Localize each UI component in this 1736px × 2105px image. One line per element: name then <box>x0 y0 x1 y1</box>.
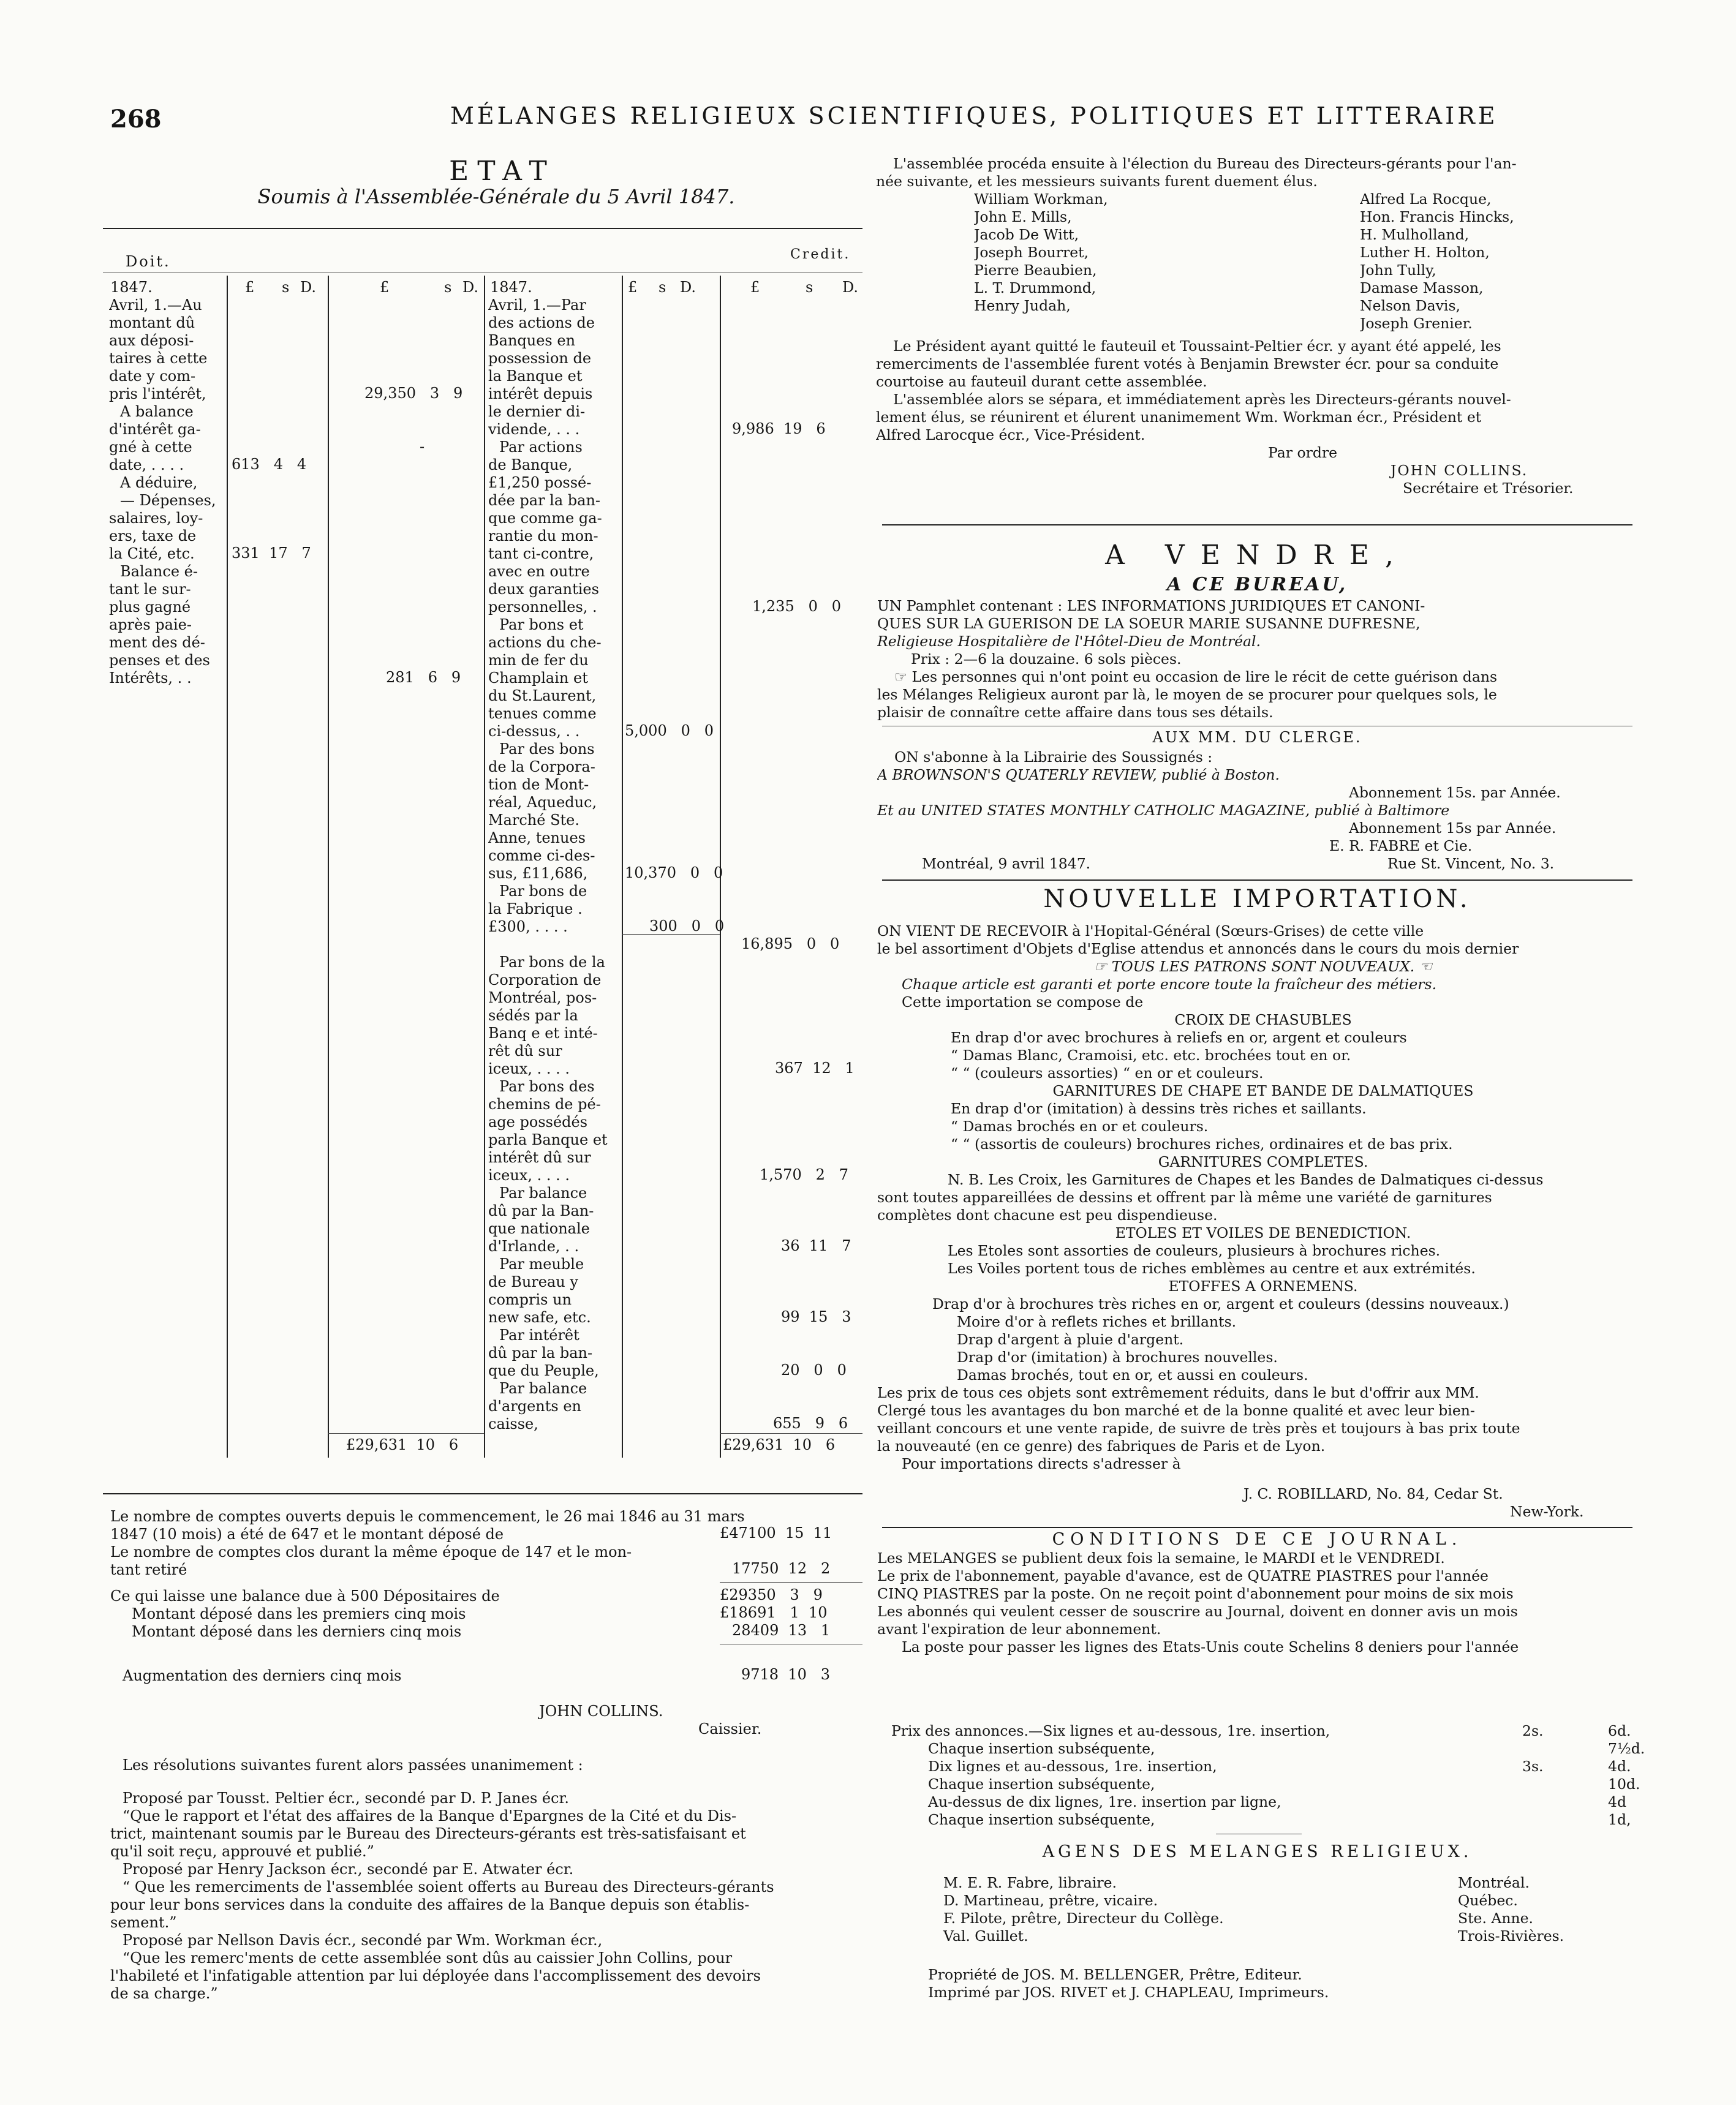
clerge-line: Abonnement 15s. par Année. <box>1349 784 1561 801</box>
accounts-line-6: Montant déposé dans les premiers cinq mois <box>132 1605 466 1622</box>
director-name: John Tully, <box>1360 262 1436 279</box>
importation-line: “ Damas brochés en or et couleurs. <box>951 1118 1209 1135</box>
clerge-line: ON s'abonne à la Librairie des Soussignés : <box>894 748 1213 766</box>
etat-title: ETAT <box>449 156 556 187</box>
accounts-line-7: Montant déposé dans les derniers cinq mois <box>132 1623 462 1640</box>
par-ordre: Par ordre <box>1268 444 1338 461</box>
credit-line: Par actions <box>499 439 583 456</box>
section-rule-1 <box>882 524 1632 525</box>
annonce-pence: 4d <box>1608 1793 1626 1810</box>
clerge-text <box>877 748 1649 837</box>
doit-amount-3: 613 4 4 <box>232 456 307 473</box>
credit-amount-7: 367 12 1 <box>775 1060 855 1077</box>
annonce-desc: Au-dessus de dix lignes, 1re. insertion par ligne, <box>928 1793 1281 1810</box>
doit-line: A balance <box>120 403 194 420</box>
importation-address: J. C. ROBILLARD, No. 84, Cedar St. <box>1244 1485 1503 1502</box>
credit-amount-11: 20 0 0 <box>781 1361 847 1379</box>
doit-line: montant dû <box>109 314 195 331</box>
resolution-line: Proposé par Nellson Davis écr., secondé par Wm. Workman écr., <box>123 1932 603 1949</box>
credit-line: £1,250 possé- <box>488 474 592 491</box>
vendre-line: Prix : 2—6 la douzaine. 6 sols pièces. <box>911 650 1182 668</box>
clerge-date: Montréal, 9 avril 1847. <box>922 855 1091 872</box>
agent-row <box>943 1874 1648 1892</box>
clerge-line: Et au UNITED STATES MONTHLY CATHOLIC MAGAZINE, publié à Baltimore <box>877 802 1450 819</box>
doit-line: A déduire, <box>120 474 198 491</box>
credit-line: intérêt depuis <box>488 385 593 402</box>
credit-line: sédés par la <box>488 1007 578 1024</box>
doit-amount-2: - <box>420 438 425 455</box>
importation-line: Les Etoles sont assorties de couleurs, plusieurs à brochures riches. <box>948 1242 1441 1259</box>
clerge-firm: E. R. FABRE et Cie. <box>1329 837 1473 854</box>
annonce-shillings: 3s. <box>1522 1758 1544 1775</box>
accounts-line-5: Ce qui laisse une balance due à 500 Dépositaires de <box>110 1587 500 1605</box>
accounts-amount-4: £18691 1 10 <box>720 1604 828 1621</box>
conditions-line: La poste pour passer les lignes des Etats-Unis coute Schelins 8 deniers pour l'année <box>902 1638 1519 1655</box>
director-name: Joseph Bourret, <box>974 244 1089 261</box>
importation-line: ON VIENT DE RECEVOIR à l'Hopital-Général (Sœurs-Grises) de cette ville <box>877 922 1424 940</box>
doit-line: ers, taxe de <box>109 527 197 544</box>
importation-line: En drap d'or avec brochures à reliefs en or, argent et couleurs <box>951 1029 1407 1046</box>
credit-amount-3: 5,000 0 0 <box>625 722 714 739</box>
clerge-line: A BROWNSON'S QUATERLY REVIEW, publié à Boston. <box>877 766 1280 783</box>
importation-line: Pour importations directs s'adresser à <box>902 1455 1181 1472</box>
annonce-desc: Prix des annonces.—Six lignes et au-dessous, 1re. insertion, <box>891 1722 1330 1739</box>
accounts-line-3: Le nombre de comptes clos durant la même époque de 147 et le mon- <box>110 1543 632 1561</box>
clerge-address: Rue St. Vincent, No. 3. <box>1387 855 1555 872</box>
credit-amount-5: 300 0 0 <box>649 917 725 935</box>
credit-amount-9: 36 11 7 <box>781 1237 851 1254</box>
importation-line: Cette importation se compose de <box>902 993 1144 1011</box>
credit-line: Champlain et <box>488 669 588 687</box>
credit-line: rêt dû sur <box>488 1042 562 1060</box>
importation-line: “ “ (couleurs assorties) “ en or et couleurs. <box>951 1064 1264 1082</box>
credit-h-d: D. <box>680 279 696 296</box>
credit-line: £300, . . . . <box>488 918 568 935</box>
doit-label: Doit. <box>126 253 171 270</box>
credit-line: Par bons des <box>499 1078 595 1095</box>
credit-h-s2: s <box>806 279 813 296</box>
doit-year: 1847. <box>110 279 153 296</box>
credit-line: dû par la ban- <box>488 1344 593 1361</box>
election-intro-line: née suivante, et les messieurs suivants furent duement élus. <box>876 173 1318 190</box>
credit-h-pound2: £ <box>750 279 760 296</box>
credit-line <box>488 936 620 954</box>
credit-line: Montréal, pos- <box>488 989 597 1006</box>
conditions-line: Les abonnés qui veulent cesser de souscrire au Journal, doivent en donner avis un mois <box>877 1603 1518 1620</box>
doit-total-rule <box>328 1433 484 1434</box>
doit-line: aux déposi- <box>109 332 194 349</box>
importation-line: Les Voiles portent tous de riches emblèmes au centre et aux extrémités. <box>948 1260 1476 1277</box>
resolution-line: pour leur bons services dans la conduite des affaires de la Banque depuis son établis- <box>110 1896 750 1913</box>
clerge-line: Abonnement 15s par Année. <box>1349 819 1557 837</box>
importation-line: N. B. Les Croix, les Garnitures de Chapes et les Bandes de Dalmatiques ci-dessus <box>948 1171 1544 1188</box>
credit-line: min de fer du <box>488 652 589 669</box>
annonce-row <box>891 1811 1639 1829</box>
accounts-line-1: Le nombre de comptes ouverts depuis le commencement, le 26 mai 1846 au 31 mars <box>110 1508 745 1525</box>
credit-line: d'Irlande, . . <box>488 1238 579 1255</box>
director-name: John E. Mills, <box>974 208 1072 225</box>
credit-line: que comme ga- <box>488 510 602 527</box>
credit-line: Marché Ste. <box>488 811 580 829</box>
doit-line: tant le sur- <box>109 581 191 598</box>
credit-amount-2: 1,235 0 0 <box>752 598 842 615</box>
credit-line: iceux, . . . . <box>488 1060 570 1077</box>
credit-line: dû par la Ban- <box>488 1202 594 1219</box>
resolution-line: “ Que les remerciments de l'assemblée soient offerts au Bureau des Directeurs-gérants <box>123 1878 774 1896</box>
credit-line: vidende, . . . <box>488 421 580 438</box>
credit-line: Par meuble <box>499 1256 584 1273</box>
doit-line: date y com- <box>109 367 196 385</box>
annonce-row <box>891 1722 1639 1740</box>
agent-city: Ste. Anne. <box>1458 1910 1534 1927</box>
importation-line: Damas brochés, tout en or, et aussi en couleurs. <box>957 1366 1308 1384</box>
annonce-row <box>891 1758 1639 1776</box>
election-after-line: L'assemblée alors se sépara, et immédiatement après les Directeurs-gérants nouvel- <box>893 391 1511 408</box>
doit-line: après paie- <box>109 616 192 633</box>
accounts-amount-2: 17750 12 2 <box>732 1560 831 1577</box>
credit-description <box>488 296 620 1433</box>
vendre-text <box>877 597 1649 721</box>
director-name: Jacob De Witt, <box>974 226 1079 243</box>
doit-description <box>109 296 225 687</box>
credit-line: Avril, 1.—Par <box>488 296 586 314</box>
importation-city: New-York. <box>1510 1503 1584 1520</box>
page-number: 268 <box>110 105 162 134</box>
vendre-subtitle: A CE BUREAU, <box>1166 574 1348 595</box>
accounts-line-2: 1847 (10 mois) a été de 647 et le montant déposé de <box>110 1526 504 1543</box>
importation-line: “ “ (assortis de couleurs) brochures riches, ordinaires et de bas prix. <box>951 1135 1453 1153</box>
agent-name: M. E. R. Fabre, libraire. <box>943 1874 1117 1891</box>
agent-city: Trois-Rivières. <box>1458 1927 1564 1945</box>
credit-label: Credit. <box>790 247 851 262</box>
credit-line: compris un <box>488 1291 572 1308</box>
credit-line: comme ci-des- <box>488 847 595 864</box>
director-name: H. Mulholland, <box>1360 226 1470 243</box>
importation-line: sont toutes appareillées de dessins et offrent par là même une variété de garnitures <box>877 1189 1492 1206</box>
accounts-amount-6: 9718 10 3 <box>741 1666 831 1683</box>
credit-line: tion de Mont- <box>488 776 589 793</box>
election-after-line: Le Président ayant quitté le fauteuil et Toussaint-Peltier écr. y ayant été appelé, les <box>893 337 1501 355</box>
credit-line: d'argents en <box>488 1398 582 1415</box>
agens-table <box>943 1874 1648 1945</box>
annonce-row <box>891 1793 1639 1811</box>
annonce-row <box>891 1740 1645 1758</box>
vendre-line: Religieuse Hospitalière de l'Hôtel-Dieu de Montréal. <box>877 633 1261 650</box>
vendre-line: ☞ Les personnes qui n'ont point eu occasion de lire le récit de cette guérison dans <box>894 668 1498 685</box>
director-name: Joseph Grenier. <box>1360 315 1473 332</box>
importation-line: En drap d'or (imitation) à dessins très riches et saillants. <box>951 1100 1367 1117</box>
resolutions-text <box>110 1790 864 2003</box>
credit-amount-4: 10,370 0 0 <box>625 864 723 881</box>
credit-amount-6: 16,895 0 0 <box>741 935 840 952</box>
resolution-line: qu'il soit reçu, approuvé et publié.” <box>110 1843 374 1860</box>
etat-subtitle: Soumis à l'Assemblée-Générale du 5 Avril 1847. <box>257 185 735 208</box>
running-title: MÉLANGES RELIGIEUX SCIENTIFIQUES, POLITIQUES ET LITTERAIRE <box>450 102 1498 129</box>
director-name: William Workman, <box>974 190 1108 208</box>
agent-row <box>943 1892 1648 1910</box>
section-rule-4 <box>882 1527 1632 1528</box>
doit-h-d2: D. <box>462 279 479 296</box>
doit-amount-4: 331 17 7 <box>232 544 311 562</box>
importation-line: GARNITURES COMPLETES. <box>1158 1153 1368 1170</box>
agent-name: D. Martineau, prêtre, vicaire. <box>943 1892 1158 1909</box>
vendre-line: UN Pamphlet contenant : LES INFORMATIONS JURIDIQUES ET CANONI- <box>877 597 1425 614</box>
importation-line: Drap d'or (imitation) à brochures nouvelles. <box>957 1349 1278 1366</box>
credit-line: de la Corpora- <box>488 758 595 775</box>
resolution-line: “Que le rapport et l'état des affaires de la Banque d'Epargnes de la Cité et du Dis- <box>123 1807 737 1824</box>
doit-h-s2: s <box>444 279 452 296</box>
credit-line: de Banque, <box>488 456 573 473</box>
importation-title: NOUVELLE IMPORTATION. <box>1043 885 1471 913</box>
accounts-amount-1: £47100 15 11 <box>720 1524 832 1542</box>
doit-line: d'intérêt ga- <box>109 421 201 438</box>
annonce-desc: Dix lignes et au-dessous, 1re. insertion, <box>928 1758 1217 1775</box>
credit-line: Par des bons <box>499 740 595 758</box>
importation-line: la nouveauté (en ce genre) des fabriques de Paris et de Lyon. <box>877 1437 1326 1455</box>
conditions-title: CONDITIONS DE CE JOURNAL. <box>1052 1530 1463 1549</box>
doit-line: — Dépenses, <box>120 492 216 509</box>
doit-line: la Cité, etc. <box>109 545 195 562</box>
doit-h-pound2: £ <box>380 279 390 296</box>
doit-line: gné à cette <box>109 439 192 456</box>
director-name: Hon. Francis Hincks, <box>1360 208 1514 225</box>
doit-h-d: D. <box>300 279 317 296</box>
importation-line: le bel assortiment d'Objets d'Eglise attendus et annoncés dans le cours du mois dernier <box>877 940 1519 957</box>
annonce-pence: 7½d. <box>1608 1740 1645 1757</box>
resolution-line: trict, maintenant soumis par le Bureau des Directeurs-gérants est très-satisfaisant et <box>110 1825 746 1842</box>
vendre-line: plaisir de connaître cette affaire dans tous ses détails. <box>877 704 1274 721</box>
accounts-amount-5: 28409 13 1 <box>732 1622 831 1639</box>
election-after-line: remerciments de l'assemblée furent votés à Benjamin Brewster écr. pour sa conduite <box>876 355 1499 372</box>
importation-line: ☞ TOUS LES PATRONS SONT NOUVEAUX. ☜ <box>1094 958 1432 975</box>
credit-total-rule <box>720 1433 862 1434</box>
importation-line: complètes dont chacune est peu dispendieuse. <box>877 1207 1218 1224</box>
resolution-line: sement.” <box>110 1914 177 1931</box>
doit-h-pound: £ <box>245 279 255 296</box>
conditions-line: Le prix de l'abonnement, payable d'avance, est de QUATRE PIASTRES pour l'année <box>877 1567 1489 1584</box>
conditions-line: CINQ PIASTRES par la poste. On ne reçoit point d'abonnement pour moins de six mois <box>877 1585 1514 1602</box>
director-name: Alfred La Rocque, <box>1360 190 1492 208</box>
credit-line: iceux, . . . . <box>488 1167 570 1184</box>
doit-line: ment des dé- <box>109 634 205 651</box>
credit-h-d2: D. <box>842 279 859 296</box>
credit-line: la Banque et <box>488 367 583 385</box>
credit-line: tant ci-contre, <box>488 545 594 562</box>
annonce-pence: 4d. <box>1608 1758 1631 1775</box>
doit-line: Intérêts, . . <box>109 669 192 687</box>
doit-line: salaires, loy- <box>109 510 203 527</box>
annonce-desc: Chaque insertion subséquente, <box>928 1776 1155 1793</box>
conditions-text <box>877 1550 1649 1656</box>
importation-line: Chaque article est garanti et porte encore toute la fraîcheur des métiers. <box>902 976 1437 993</box>
table-top-rule <box>103 228 862 229</box>
doit-line: taires à cette <box>109 350 208 367</box>
credit-line: Par balance <box>499 1380 587 1397</box>
accounts-line-8: Augmentation des derniers cinq mois <box>123 1667 402 1684</box>
vendre-title: A VENDRE, <box>1105 540 1410 571</box>
credit-divider <box>622 276 623 1458</box>
election-after-line: Alfred Larocque écr., Vice-Président. <box>876 426 1145 443</box>
center-divider <box>484 276 485 1458</box>
doit-divider <box>227 276 228 1458</box>
importation-line: Drap d'or à brochures très riches en or, argent et couleurs (dessins nouveaux.) <box>932 1295 1509 1312</box>
resolution-line: Proposé par Henry Jackson écr., secondé par E. Atwater écr. <box>123 1861 574 1878</box>
credit-line: Anne, tenues <box>488 829 586 846</box>
credit-line: rantie du mon- <box>488 527 598 544</box>
director-name: Pierre Beaubien, <box>974 262 1097 279</box>
importation-line: veillant concours et une vente rapide, de suivre de très près et toujours à bas prix toute <box>877 1420 1520 1437</box>
credit-line: caisse, <box>488 1415 538 1433</box>
accounts-signature-role: Caissier. <box>698 1720 762 1738</box>
credit-line: Par bons et <box>499 616 584 633</box>
credit-line: age possédés <box>488 1113 588 1131</box>
resolutions-intro: Les résolutions suivantes furent alors passées unanimement : <box>123 1757 583 1774</box>
accounts-line-4: tant retiré <box>110 1561 187 1578</box>
agent-city: Montréal. <box>1458 1874 1530 1891</box>
imprint-line-1: Propriété de JOS. M. BELLENGER, Prêtre, Editeur. <box>928 1966 1302 1983</box>
doit-line: penses et des <box>109 652 210 669</box>
doit-line: Balance é- <box>120 563 198 580</box>
importation-line: Les prix de tous ces objets sont extrêmement réduits, dans le but d'offrir aux MM. <box>877 1384 1479 1401</box>
credit-line: Par bons de <box>499 883 587 900</box>
vendre-line: QUES SUR LA GUERISON DE LA SOEUR MARIE SUSANNE DUFRESNE, <box>877 615 1421 632</box>
election-signature: JOHN COLLINS. <box>1391 462 1528 479</box>
credit-line: le dernier di- <box>488 403 586 420</box>
doit-h-s: s <box>282 279 290 296</box>
accounts-amount-3: £29350 3 9 <box>720 1586 823 1603</box>
doit-line: plus gagné <box>109 598 191 616</box>
annonce-row <box>891 1776 1639 1793</box>
credit-line: actions du che- <box>488 634 602 651</box>
annonce-desc: Chaque insertion subséquente, <box>928 1740 1155 1757</box>
credit-line: personnelles, . <box>488 598 597 616</box>
agent-name: Val. Guillet. <box>943 1927 1028 1945</box>
director-name: Henry Judah, <box>974 297 1071 314</box>
importation-line: Clergé tous les avantages du bon marché et de la bonne qualité et avec leur bien- <box>877 1402 1475 1419</box>
credit-year: 1847. <box>490 279 532 296</box>
agens-title: AGENS DES MELANGES RELIGIEUX. <box>1042 1842 1473 1861</box>
annonce-pence: 1d, <box>1608 1811 1631 1828</box>
annonce-pence: 10d. <box>1608 1776 1640 1793</box>
credit-line: parla Banque et <box>488 1131 608 1148</box>
annonce-desc: Chaque insertion subséquente, <box>928 1811 1155 1828</box>
credit-h-s: s <box>659 279 666 296</box>
credit-line: sus, £11,686, <box>488 865 588 882</box>
director-name: Luther H. Holton, <box>1360 244 1490 261</box>
importation-line: GARNITURES DE CHAPE ET BANDE DE DALMATIQUES <box>1052 1082 1474 1099</box>
credit-line: du St.Laurent, <box>488 687 597 704</box>
accounts-rule-1 <box>720 1582 862 1583</box>
conditions-line: avant l'expiration de leur abonnement. <box>877 1621 1161 1638</box>
credit-line: des actions de <box>488 314 595 331</box>
annonce-shillings: 2s. <box>1522 1722 1544 1739</box>
credit-line: que nationale <box>488 1220 590 1237</box>
agent-city: Québec. <box>1458 1892 1518 1909</box>
agent-name: F. Pilote, prêtre, Directeur du Collège. <box>943 1910 1224 1927</box>
credit-subtotal-rule <box>622 934 720 935</box>
credit-line: Par intérêt <box>499 1327 579 1344</box>
clerge-title: AUX MM. DU CLERGE. <box>1152 729 1362 746</box>
importation-line: CROIX DE CHASUBLES <box>1174 1011 1352 1028</box>
credit-line: Banques en <box>488 332 576 349</box>
importation-line: Drap d'argent à pluie d'argent. <box>957 1331 1184 1348</box>
credit-line: Par bons de la <box>499 954 605 971</box>
credit-amount-10: 99 15 3 <box>781 1308 851 1325</box>
credit-line: chemins de pé- <box>488 1096 601 1113</box>
resolution-line: de sa charge.” <box>110 1985 218 2002</box>
election-after-line: lement élus, se réunirent et élurent unanimement Wm. Workman écr., Président et <box>876 409 1482 426</box>
doit-line: Avril, 1.—Au <box>109 296 202 314</box>
director-name: Nelson Davis, <box>1360 297 1460 314</box>
credit-line: avec en outre <box>488 563 590 580</box>
election-text <box>876 155 1654 497</box>
importation-line: “ Damas Blanc, Cramoisi, etc. etc. brochées tout en or. <box>951 1047 1351 1064</box>
importation-line: Moire d'or à reflets riches et brillants. <box>957 1313 1237 1330</box>
doit-amount-divider <box>328 276 329 1458</box>
credit-line: intérêt dû sur <box>488 1149 591 1166</box>
credit-line: Banq e et inté- <box>488 1025 598 1042</box>
director-name: Damase Masson, <box>1360 279 1484 296</box>
conditions-line: Les MELANGES se publient deux fois la semaine, le MARDI et le VENDREDI. <box>877 1550 1445 1567</box>
imprint-line-2: Imprimé par JOS. RIVET et J. CHAPLEAU, Imprimeurs. <box>928 1984 1329 2001</box>
accounts-signature: JOHN COLLINS. <box>539 1703 663 1720</box>
importation-text <box>877 922 1649 1473</box>
table-bottom-rule <box>103 1493 862 1494</box>
credit-line: deux garanties <box>488 581 599 598</box>
agent-row <box>943 1910 1648 1927</box>
credit-line: réal, Aqueduc, <box>488 794 597 811</box>
credit-h-pound: £ <box>628 279 638 296</box>
credit-line: new safe, etc. <box>488 1309 591 1326</box>
section-rule-3 <box>882 879 1632 881</box>
credit-line: tenues comme <box>488 705 597 722</box>
credit-amount-8: 1,570 2 7 <box>760 1166 849 1183</box>
credit-total: £29,631 10 6 <box>723 1436 836 1453</box>
annonces-table <box>891 1722 1645 1829</box>
importation-line: ETOFFES A ORNEMENS. <box>1168 1278 1358 1295</box>
credit-line: Par balance <box>499 1184 587 1202</box>
importation-line: ETOLES ET VOILES DE BENEDICTION. <box>1115 1224 1411 1241</box>
vendre-line: les Mélanges Religieux auront par là, le moyen de se procurer pour quelques sols, le <box>877 686 1497 703</box>
resolution-line: Proposé par Tousst. Peltier écr., secondé par D. P. Janes écr. <box>123 1790 569 1807</box>
doit-amount-1: 29,350 3 9 <box>364 385 463 402</box>
credit-amount-12: 655 9 6 <box>773 1415 848 1432</box>
credit-line: la Fabrique . <box>488 900 583 917</box>
annonce-pence: 6d. <box>1608 1722 1631 1739</box>
resolution-line: l'habileté et l'infatigable attention par lui déployée dans l'accomplissement des devoirs <box>110 1967 761 1984</box>
election-intro-line: L'assemblée procéda ensuite à l'élection du Bureau des Directeurs-gérants pour l'an- <box>893 155 1517 172</box>
agent-row <box>943 1927 1648 1945</box>
credit-line: Corporation de <box>488 971 602 988</box>
credit-line: possession de <box>488 350 592 367</box>
credit-line: dée par la ban- <box>488 492 601 509</box>
doit-line: pris l'intérêt, <box>109 385 206 402</box>
election-role: Secrétaire et Trésorier. <box>1403 480 1574 497</box>
director-name: L. T. Drummond, <box>974 279 1096 296</box>
election-after-line: courtoise au fauteuil durant cette assemblée. <box>876 373 1207 390</box>
doit-amount-5: 281 6 9 <box>386 669 461 686</box>
credit-line: ci-dessus, . . <box>488 723 580 740</box>
doit-total: £29,631 10 6 <box>346 1436 459 1453</box>
doit-line: date, . . . . <box>109 456 184 473</box>
credit-amount-1: 9,986 19 6 <box>732 420 826 437</box>
credit-line: que du Peuple, <box>488 1362 599 1379</box>
credit-line: de Bureau y <box>488 1273 578 1290</box>
resolution-line: “Que les remerc'ments de cette assemblée sont dûs au caissier John Collins, pour <box>123 1949 733 1967</box>
